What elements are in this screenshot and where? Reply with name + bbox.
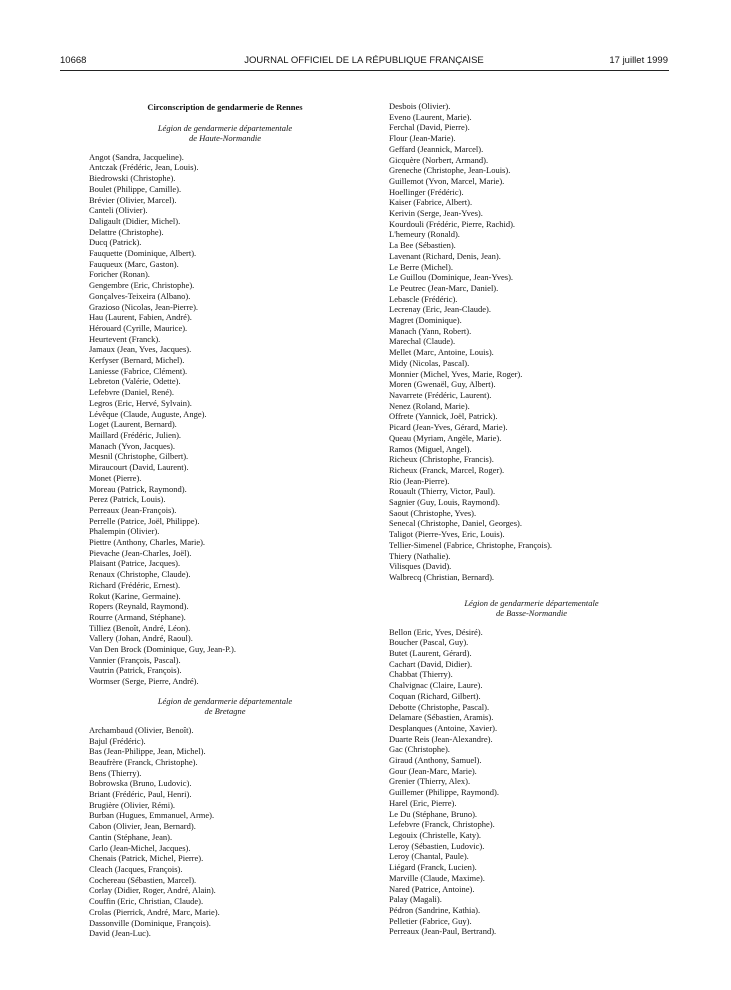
list-item: Pelletier (Fabrice, Guy).	[389, 915, 472, 926]
list-item: Debotte (Christophe, Pascal).	[389, 701, 490, 712]
legion-heading-line: de Bretagne	[204, 705, 246, 716]
list-item: Ferchal (David, Pierre).	[389, 122, 470, 133]
list-item: Chenais (Patrick, Michel, Pierre).	[89, 853, 204, 864]
list-item: Richard (Frédéric, Ernest).	[89, 579, 181, 590]
list-item: Duarte Reis (Jean-Alexandre).	[389, 733, 493, 744]
list-item: Cantin (Stéphane, Jean).	[89, 831, 173, 842]
list-item: Harel (Eric, Pierre).	[389, 797, 457, 808]
list-item: Legouix (Christelle, Katy).	[389, 830, 482, 840]
list-item: Marville (Claude, Maxime).	[389, 872, 485, 883]
list-item: Lavenant (Richard, Denis, Jean).	[389, 250, 501, 261]
list-item: Fauquette (Dominique, Albert).	[89, 248, 197, 259]
list-item: Monet (Pierre).	[89, 472, 142, 483]
list-item: Lefebvre (Daniel, René).	[89, 387, 174, 398]
list-item: Liégard (Franck, Lucien).	[389, 862, 477, 873]
list-item: Perreaux (Jean-Paul, Bertrand).	[389, 926, 497, 937]
list-item: L'hemeury (Ronald).	[389, 229, 460, 240]
list-item: Senecal (Christophe, Daniel, Georges).	[389, 518, 522, 529]
list-item: Burban (Hugues, Emmanuel, Arme).	[89, 810, 215, 821]
list-item: Perreaux (Jean-François).	[89, 504, 177, 515]
list-item: Walbrecq (Christian, Bernard).	[389, 571, 495, 582]
page-number: 10668	[60, 55, 87, 66]
list-item: Delattre (Christophe).	[89, 226, 164, 237]
list-item: Greneche (Christophe, Jean-Louis).	[389, 165, 511, 176]
list-item: Heurtevent (Franck).	[89, 333, 161, 344]
list-item: Chalvignac (Claire, Laure).	[389, 680, 483, 691]
journal-title: JOURNAL OFFICIEL DE LA RÉPUBLIQUE FRANÇAISE	[244, 55, 484, 66]
list-item: Rourre (Armand, Stéphane).	[89, 611, 186, 622]
list-item: Bas (Jean-Philippe, Jean, Michel).	[89, 746, 206, 757]
section-title: Circonscription de gendarmerie de Rennes	[147, 102, 303, 112]
list-item: Geffard (Jeannick, Marcel).	[389, 143, 484, 154]
list-item: Lefebvre (Franck, Christophe).	[389, 819, 495, 830]
list-item: Tilliez (Benoît, André, Léon).	[89, 622, 191, 633]
list-item: Ducq (Patrick).	[89, 237, 142, 248]
legion-heading-line: Légion de gendarmerie départementale	[157, 695, 293, 706]
list-item: Archambaud (Olivier, Benoît).	[89, 724, 194, 735]
list-item: Leroy (Chantal, Paule).	[389, 851, 469, 862]
list-item: Le Du (Stéphane, Bruno).	[389, 808, 478, 819]
name-list-haute-normandie	[89, 152, 361, 687]
list-item: Cochereau (Sébastien, Marcel).	[89, 874, 197, 885]
list-item: Moren (Gwenaël, Guy, Albert).	[389, 379, 496, 390]
list-item: Rio (Jean-Pierre).	[389, 475, 450, 486]
list-item: Palay (Magali).	[389, 894, 442, 905]
list-item: Tellier-Simenel (Fabrice, Christophe, François).	[389, 539, 553, 550]
list-item: Cabon (Olivier, Jean, Bernard).	[89, 821, 196, 832]
list-item: Jamaux (Jean, Yves, Jacques).	[89, 344, 192, 355]
list-item: Brévier (Olivier, Marcel).	[89, 194, 177, 205]
list-item: Biedrowski (Christophe).	[89, 173, 176, 184]
list-item: Nenez (Roland, Marie).	[389, 400, 470, 411]
list-item: Leroy (Sébastien, Ludovic).	[389, 840, 485, 851]
legion-heading-haute-normandie	[89, 123, 361, 143]
list-item: Pievache (Jean-Charles, Joël).	[89, 547, 192, 558]
name-list-basse-normandie	[389, 627, 674, 937]
list-item: Lebreton (Valérie, Odette).	[89, 376, 181, 387]
list-item: Vallery (Johan, André, Raoul).	[89, 633, 193, 644]
list-item: Le Peutrec (Jean-Marc, Daniel).	[389, 282, 499, 293]
list-item: Loget (Laurent, Bernard).	[89, 419, 177, 430]
list-item: Mesnil (Christophe, Gilbert).	[89, 451, 189, 462]
list-item: Le Berre (Michel).	[389, 261, 453, 272]
legion-heading-line: de Basse-Normandie	[495, 607, 568, 618]
list-item: Midy (Nicolas, Pascal).	[389, 357, 470, 368]
list-item: Canteli (Olivier).	[89, 205, 148, 216]
list-item: Bobrowska (Bruno, Ludovic).	[89, 778, 192, 789]
list-item: Moreau (Patrick, Raymond).	[89, 483, 187, 494]
list-item: Couffin (Eric, Christian, Claude).	[89, 896, 204, 907]
list-item: Gicquère (Norbert, Armand).	[389, 154, 489, 165]
list-item: Lévêque (Claude, Auguste, Ange).	[89, 408, 207, 419]
list-item: Briant (Frédéric, Paul, Henri).	[89, 789, 192, 800]
list-item: Foricher (Ronan).	[89, 269, 150, 280]
name-list-bretagne	[89, 725, 361, 939]
list-item: Grenier (Thierry, Alex).	[389, 776, 471, 787]
list-item: Marechal (Claude).	[389, 336, 456, 347]
list-item: Vautrin (Patrick, François).	[89, 665, 182, 676]
list-item: Perez (Patrick, Louis).	[89, 494, 166, 505]
list-item: Pédron (Sandrine, Kathia).	[389, 904, 481, 915]
list-item: Thiery (Nathalie).	[389, 550, 451, 561]
list-item: Legros (Eric, Hervé, Sylvain).	[89, 397, 192, 408]
list-item: Corlay (Didier, Roger, André, Alain).	[89, 885, 216, 896]
right-column	[389, 101, 674, 937]
list-item: Cleach (Jacques, François).	[89, 864, 183, 874]
list-item: Vannier (François, Pascal).	[89, 654, 181, 665]
list-item: Miraucourt (David, Laurent).	[89, 462, 189, 473]
list-item: Le Guillou (Dominique, Jean-Yves).	[389, 272, 514, 283]
list-item: Brugière (Olivier, Rémi).	[89, 799, 176, 810]
list-item: Queau (Myriam, Angèle, Marie).	[389, 432, 502, 443]
list-item: Navarrete (Frédéric, Laurent).	[389, 389, 492, 400]
list-item: Saout (Christophe, Yves).	[389, 507, 477, 518]
list-item: Picard (Jean-Yves, Gérard, Marie).	[389, 422, 508, 433]
list-item: Nared (Patrice, Antoine).	[389, 883, 475, 894]
name-list-bretagne-continued	[389, 101, 674, 583]
list-item: Gonçalves-Teixeira (Albano).	[89, 290, 191, 301]
list-item: Magret (Dominique).	[389, 315, 462, 326]
list-item: Ropers (Reynald, Raymond).	[89, 601, 189, 612]
list-item: Hau (Laurent, Fabien, André).	[89, 312, 192, 323]
list-item: David (Jean-Luc).	[89, 928, 151, 939]
list-item: Monnier (Michel, Yves, Marie, Roger).	[389, 368, 523, 379]
list-item: Plaisant (Patrice, Jacques).	[89, 558, 181, 569]
list-item: Offrete (Yannick, Joël, Patrick).	[389, 411, 498, 422]
list-item: Desplanques (Antoine, Xavier).	[389, 722, 498, 733]
list-item: Bens (Thierry).	[89, 767, 142, 778]
list-item: Angot (Sandra, Jacqueline).	[89, 151, 184, 162]
list-item: Bajul (Frédéric).	[89, 735, 146, 746]
list-item: Grazioso (Nicolas, Jean-Pierre).	[89, 301, 199, 312]
legion-heading-line: Légion de gendarmerie départementale	[157, 122, 293, 133]
legion-heading-basse-normandie	[389, 598, 674, 618]
list-item: Taligot (Pierre-Yves, Eric, Louis).	[389, 529, 505, 540]
list-item: Richeux (Franck, Marcel, Roger).	[389, 464, 505, 475]
list-item: Piettre (Anthony, Charles, Marie).	[89, 537, 206, 548]
list-item: Ramos (Miguel, Angel).	[389, 443, 472, 454]
list-item: Eveno (Laurent, Marie).	[389, 111, 472, 122]
list-item: Cachart (David, Didier).	[389, 658, 473, 669]
list-item: Hérouard (Cyrille, Maurice).	[89, 322, 188, 333]
list-item: Giraud (Anthony, Samuel).	[389, 755, 482, 766]
list-item: Butet (Laurent, Gérard).	[389, 648, 472, 659]
list-item: Lecrenay (Eric, Jean-Claude).	[389, 304, 491, 315]
list-item: Daligault (Didier, Michel).	[89, 215, 181, 226]
list-item: Maillard (Frédéric, Julien).	[89, 429, 182, 440]
list-item: Gac (Christophe).	[389, 744, 450, 755]
list-item: Laniesse (Fabrice, Clément).	[89, 365, 188, 376]
list-item: Boulet (Philippe, Camille).	[89, 183, 182, 194]
page-header	[60, 55, 668, 69]
list-item: Sagnier (Guy, Louis, Raymond).	[389, 497, 500, 508]
list-item: Crolas (Pierrick, André, Marc, Marie).	[89, 906, 220, 917]
list-item: Desbois (Olivier).	[389, 101, 451, 111]
list-item: Rouault (Thierry, Victor, Paul).	[389, 486, 496, 497]
list-item: Van Den Brock (Dominique, Guy, Jean-P.).	[89, 644, 236, 655]
legion-heading-line: de Haute-Normandie	[188, 132, 261, 143]
list-item: Delamare (Sébastien, Aramis).	[389, 712, 494, 723]
list-item: Kaiser (Fabrice, Albert).	[389, 197, 473, 208]
list-item: Guillemot (Yvon, Marcel, Marie).	[389, 175, 505, 186]
list-item: Manach (Yann, Robert).	[389, 325, 472, 336]
list-item: Gour (Jean-Marc, Marie).	[389, 765, 477, 776]
list-item: Phalempin (Olivier).	[89, 526, 160, 537]
list-item: Gengembre (Eric, Christophe).	[89, 280, 195, 291]
list-item: Wormser (Serge, Pierre, André).	[89, 676, 199, 687]
publication-date: 17 juillet 1999	[609, 55, 668, 66]
list-item: Antczak (Frédéric, Jean, Louis).	[89, 162, 199, 173]
list-item: Hoellinger (Frédéric).	[389, 186, 464, 197]
list-item: Carlo (Jean-Michel, Jacques).	[89, 842, 191, 853]
list-item: La Bee (Sébastien).	[389, 240, 456, 251]
list-item: Rokut (Karine, Germaine).	[89, 590, 181, 601]
list-item: Kerfyser (Bernard, Michel).	[89, 355, 185, 366]
list-item: Guillemer (Philippe, Raymond).	[389, 787, 500, 798]
legion-heading-bretagne	[89, 696, 361, 716]
list-item: Flour (Jean-Marie).	[389, 133, 456, 144]
list-item: Beaufrère (Franck, Christophe).	[89, 756, 198, 767]
list-item: Richeux (Christophe, Francis).	[389, 454, 494, 465]
list-item: Dassonville (Dominique, François).	[89, 917, 211, 928]
list-item: Perrelle (Patrice, Joël, Philippe).	[89, 515, 200, 526]
list-item: Vilisques (David).	[389, 561, 452, 572]
header-divider	[60, 70, 669, 71]
list-item: Chabbat (Thierry).	[389, 669, 453, 680]
list-item: Mellet (Marc, Antoine, Louis).	[389, 347, 494, 358]
left-column	[89, 102, 361, 939]
list-item: Renaux (Christophe, Claude).	[89, 569, 191, 580]
list-item: Kourdouli (Frédéric, Pierre, Rachid).	[389, 218, 516, 229]
list-item: Boucher (Pascal, Guy).	[389, 637, 469, 648]
list-item: Lebascle (Frédéric).	[389, 293, 458, 304]
list-item: Manach (Yvon, Jacques).	[89, 440, 176, 451]
list-item: Coquan (Richard, Gilbert).	[389, 690, 481, 701]
list-item: Fauqueux (Marc, Gaston).	[89, 258, 179, 269]
list-item: Kerivin (Serge, Jean-Yves).	[389, 208, 483, 219]
list-item: Bellon (Eric, Yves, Désiré).	[389, 626, 483, 637]
legion-heading-line: Légion de gendarmerie départementale	[464, 597, 599, 608]
